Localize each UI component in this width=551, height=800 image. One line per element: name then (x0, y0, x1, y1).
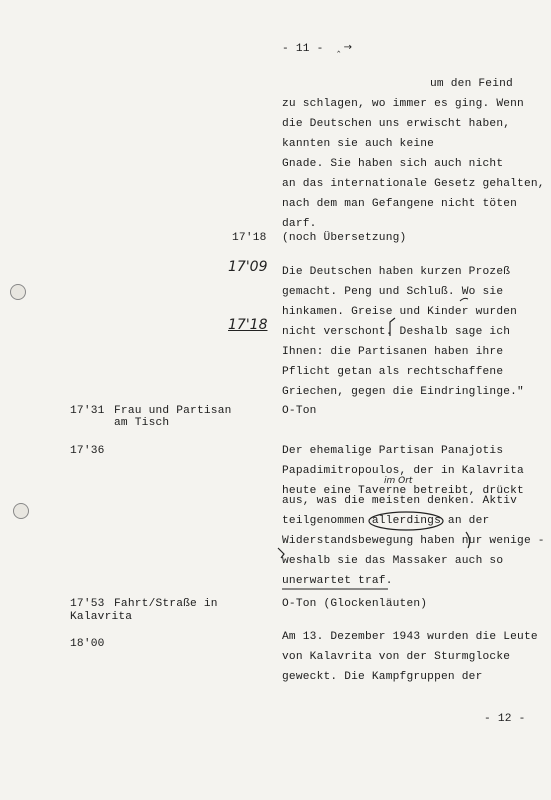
header-handwritten-mark: ‸ → (337, 42, 352, 53)
body-line: Ihnen: die Partisanen haben ihre (282, 346, 504, 358)
timecode: 18'00 (70, 638, 105, 650)
body-line: von Kalavrita von der Sturmglocke (282, 651, 511, 663)
body-line: hinkamen. Greise und Kinder wurden (282, 306, 518, 318)
audio-cue: O-Ton (Glockenläuten) (282, 598, 428, 610)
body-line: Pflicht getan als rechtschaffene (282, 366, 504, 378)
body-line: Die Deutschen haben kurzen Prozeß (282, 266, 511, 278)
body-line: Papadimitropoulos, der in Kalavrita (282, 465, 524, 477)
body-line: geweckt. Die Kampfgruppen der (282, 671, 483, 683)
page-number: - 11 - (282, 43, 324, 55)
handwritten-timecode: 17'18 (228, 317, 268, 333)
timecode: 17'36 (70, 445, 105, 457)
handwritten-timecode: 17'09 (228, 259, 268, 275)
body-line: Der ehemalige Partisan Panajotis (282, 445, 504, 457)
body-line: weshalb sie das Massaker auch so (282, 555, 504, 567)
body-line: die Deutschen uns erwischt haben, (282, 118, 511, 130)
scene-description: Frau und Partisan (114, 405, 232, 417)
body-line: heute eine Taverne betreibt, drückt (282, 485, 524, 497)
next-page-number: - 12 - (484, 713, 526, 725)
body-line: um den Feind (430, 78, 513, 90)
body-line: Widerstandsbewegung haben nur wenige - (282, 535, 545, 547)
timecode: 17'53 (70, 598, 105, 610)
scene-description: Kalavrita (70, 611, 133, 623)
body-line: an das internationale Gesetz gehalten, (282, 178, 545, 190)
body-line: Griechen, gegen die Eindringlinge." (282, 386, 524, 398)
handwritten-insert: im Ort (384, 476, 413, 486)
body-line: unerwartet traf. (282, 575, 393, 587)
scene-description: Fahrt/Straße in (114, 598, 218, 610)
body-line: Gnade. Sie haben sich auch nicht (282, 158, 504, 170)
timecode: 17'31 (70, 405, 105, 417)
body-line: teilgenommen allerdings an der (282, 515, 490, 527)
body-line: gemacht. Peng und Schluß. Wo sie (282, 286, 504, 298)
timecode: 17'18 (232, 232, 267, 244)
scene-description: am Tisch (114, 417, 170, 429)
audio-cue: O-Ton (282, 405, 317, 417)
entry-text: (noch Übersetzung) (282, 232, 407, 244)
body-line: kannten sie auch keine (282, 138, 435, 150)
body-line: darf. (282, 218, 317, 230)
body-line: aus, was die meisten denken. Aktiv (282, 495, 518, 507)
body-line: zu schlagen, wo immer es ging. Wenn (282, 98, 524, 110)
body-line: nicht verschont. Deshalb sage ich (282, 326, 511, 338)
body-line: nach dem man Gefangene nicht töten (282, 198, 518, 210)
body-line: Am 13. Dezember 1943 wurden die Leute (282, 631, 538, 643)
